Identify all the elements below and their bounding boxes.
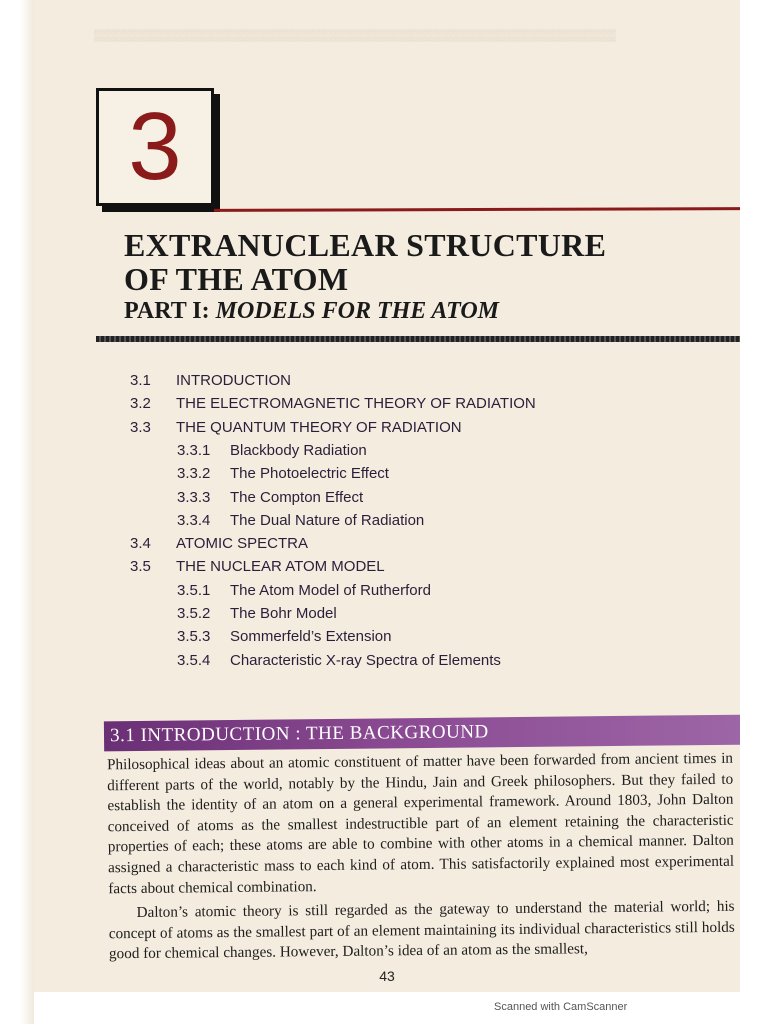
toc-number: 3.3 [130, 418, 151, 436]
toc-label: The Atom Model of Rutherford [230, 581, 431, 599]
book-page [34, 0, 740, 992]
toc-entry [34, 512, 740, 532]
part-prefix: PART I: [124, 298, 216, 324]
toc-number: 3.5.4 [177, 651, 211, 669]
paragraph: Dalton’s atomic theory is still regarded as the gateway to understand the material world; his concept of atoms as the smallest part of an element maintaining its individual characteristics still holds good for chemical changes. However, Dalton’s idea of an atom as the smallest, [108, 897, 735, 963]
toc-label: INTRODUCTION [176, 372, 291, 389]
toc-label: THE NUCLEAR ATOM MODEL [176, 558, 385, 576]
part-title: MODELS FOR THE ATOM [215, 298, 500, 324]
toc-label: The Bohr Model [230, 605, 337, 622]
toc-number: 3.5 [130, 558, 151, 576]
toc-entry [34, 465, 740, 485]
toc-label: THE QUANTUM THEORY OF RADIATION [176, 418, 462, 436]
chapter-number: 3 [128, 93, 182, 200]
toc-label: The Photoelectric Effect [230, 465, 389, 483]
chapter-number-box [96, 88, 214, 206]
toc-number: 3.1 [130, 372, 151, 389]
chapter-title [124, 228, 606, 296]
chapter-title-line2: OF THE ATOM [124, 261, 349, 297]
toc-entry [34, 442, 740, 462]
page-margin [0, 0, 34, 1024]
toc-label: Sommerfeld’s Extension [230, 628, 392, 646]
toc-number: 3.3.1 [177, 441, 211, 459]
toc-entry [34, 419, 740, 439]
toc-entry [34, 372, 740, 392]
toc-top-rule [96, 336, 740, 342]
toc-entry [34, 582, 740, 602]
toc-label: ATOMIC SPECTRA [176, 535, 308, 553]
toc-entry [34, 652, 740, 672]
section-heading: 3.1 INTRODUCTION : THE BACKGROUND [109, 721, 489, 747]
toc-label: The Dual Nature of Radiation [230, 511, 425, 529]
toc-number: 3.5.1 [177, 581, 211, 599]
title-rule [214, 207, 740, 212]
scanner-watermark: Scanned with CamScanner [494, 1001, 628, 1013]
toc-label: Blackbody Radiation [230, 441, 367, 459]
toc-number: 3.3.3 [177, 488, 211, 506]
paragraph: Philosophical ideas about an atomic constituent of matter have been forwarded from ancient times in different parts of the world, notably by the Hindu, Jain and Greek philosophers. But they failed to establish the identity of an atom on a general experimental framework. Around 1803, John Dalton conceived of atoms as the smallest indestructible part of an element retaining the characteristic properties of each; these atoms are able to combine with other atoms in a chemical manner. Dalton assigned a characteristic mass to each kind of atom. This satisfactorily explained most experimental facts about chemical combination. [106, 749, 735, 897]
toc-label: THE ELECTROMAGNETIC THEORY OF RADIATION [176, 395, 536, 413]
toc-entry [34, 489, 740, 509]
toc-entry [34, 628, 740, 648]
chapter-title-line1: EXTRANUCLEAR STRUCTURE [124, 227, 607, 263]
toc-number: 3.5.2 [177, 605, 211, 622]
toc-number: 3.3.4 [177, 511, 211, 529]
toc-number: 3.4 [130, 535, 151, 553]
toc-label: Characteristic X-ray Spectra of Elements [230, 651, 501, 669]
toc-entry [34, 605, 740, 625]
page-number: 43 [379, 968, 395, 984]
toc-entry [34, 535, 740, 555]
toc-entry [34, 395, 740, 415]
body-text [107, 749, 735, 965]
show-through-text: ▒▒▒▒▒▒▒▒▒▒▒▒▒▒▒▒▒▒▒▒▒▒▒▒▒▒▒▒▒▒▒▒▒▒▒▒▒▒▒▒▒▒▒▒▒▒▒▒▒▒▒▒▒▒▒▒▒▒▒▒ [94, 28, 617, 42]
section-heading-bar [104, 715, 740, 752]
part-subtitle [124, 298, 499, 325]
toc-number: 3.5.3 [177, 628, 211, 646]
toc-number: 3.3.2 [177, 465, 211, 483]
toc-number: 3.2 [130, 395, 151, 413]
toc-label: The Compton Effect [230, 488, 364, 506]
toc-entry [34, 558, 740, 578]
